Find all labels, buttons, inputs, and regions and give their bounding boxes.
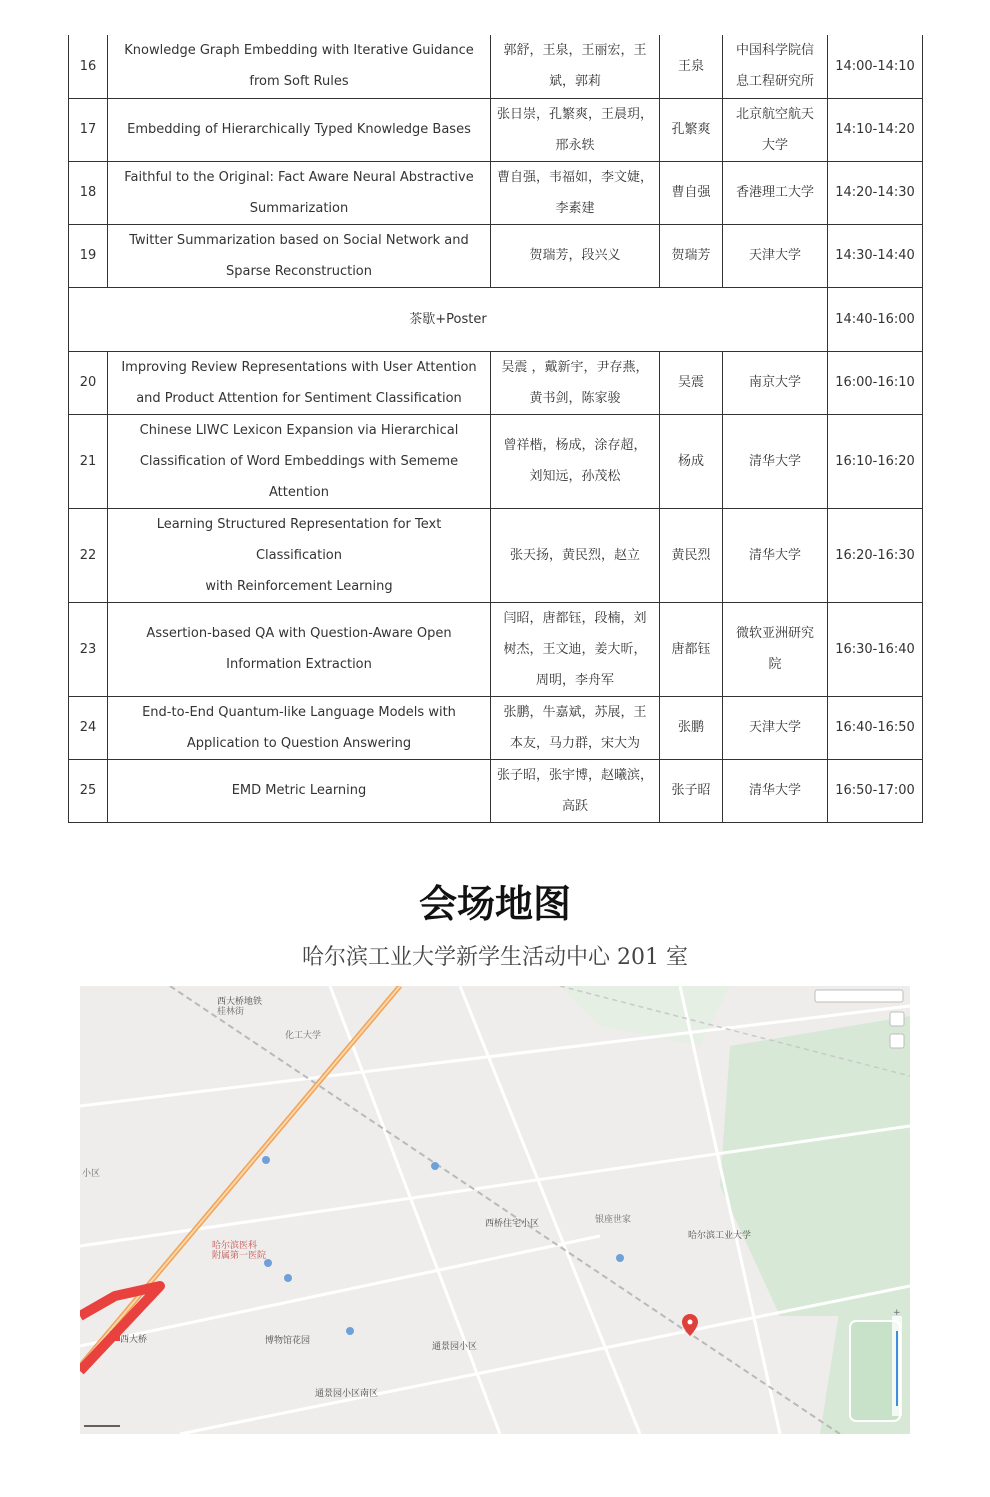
svg-text:附属第一医院: 附属第一医院 [212, 1251, 267, 1261]
table-row [69, 414, 923, 508]
paper-time: 16:10-16:20 [828, 414, 923, 508]
venue-title: 会场地图 [418, 881, 571, 926]
paper-presenter: 曹自强 [660, 161, 723, 224]
table-row [69, 35, 923, 98]
paper-affiliation-line: 息工程研究所 [735, 74, 814, 90]
paper-authors [491, 224, 660, 287]
paper-affiliation-line: 香港理工大学 [735, 185, 814, 200]
paper-affiliation-line: 中国科学院信 [735, 43, 814, 59]
paper-title-line: Application to Question Answering [186, 735, 412, 751]
paper-authors [491, 351, 660, 414]
paper-number: 17 [69, 98, 108, 161]
map-canvas [80, 986, 910, 1434]
paper-number: 22 [69, 508, 108, 602]
paper-authors [491, 414, 660, 508]
svg-text:桂林街: 桂林街 [217, 1007, 245, 1017]
paper-title [108, 224, 491, 287]
paper-affiliation-line: 北京航空航天 [735, 106, 814, 122]
paper-number: 24 [69, 696, 108, 759]
paper-affiliation [723, 98, 828, 161]
paper-affiliation [723, 602, 828, 696]
paper-authors [491, 508, 660, 602]
paper-affiliation [723, 414, 828, 508]
table-row [69, 602, 923, 696]
paper-title-line: and Product Attention for Sentiment Classification [136, 390, 462, 406]
paper-affiliation-line: 院 [768, 657, 782, 672]
paper-authors-line: 吴震 ，戴新宇，尹存燕， [501, 359, 649, 375]
paper-title [108, 696, 491, 759]
paper-authors-line: 曾祥楷，杨成，涂存超， [503, 438, 647, 453]
paper-authors [491, 98, 660, 161]
paper-authors-line: 高跃 [561, 798, 588, 814]
svg-text:+: + [893, 1308, 901, 1318]
paper-title-line: Assertion-based QA with Question-Aware Open [146, 626, 452, 641]
paper-title-line: Sparse Reconstruction [225, 263, 372, 279]
paper-presenter: 孔繁爽 [660, 98, 723, 161]
paper-authors-line: 贺瑞芳，段兴义 [529, 248, 621, 263]
paper-authors-line: 刘知远，孙茂松 [529, 469, 621, 484]
paper-authors-line: 张子昭，张宇博，赵曦滨， [497, 767, 654, 783]
table-row [69, 508, 923, 602]
paper-title-line: from Soft Rules [249, 74, 349, 90]
paper-time: 16:30-16:40 [828, 602, 923, 696]
paper-authors-line: 周明，李舟军 [535, 672, 614, 688]
schedule-table [68, 35, 923, 823]
paper-title-line: Twitter Summarization based on Social Network and [129, 232, 469, 248]
map-label-j: 西大桥 [120, 1335, 148, 1345]
paper-affiliation-line: 南京大学 [748, 375, 801, 390]
paper-time: 14:20-14:30 [828, 161, 923, 224]
paper-presenter: 黄民烈 [660, 508, 723, 602]
svg-text:化工大学: 化工大学 [285, 1031, 322, 1041]
paper-affiliation [723, 351, 828, 414]
paper-time: 16:40-16:50 [828, 696, 923, 759]
table-row [69, 161, 923, 224]
paper-time: 14:00-14:10 [828, 35, 923, 98]
paper-title-line: Attention [269, 484, 329, 500]
paper-authors [491, 759, 660, 822]
paper-authors-line: 黄书剑，陈家骏 [529, 390, 621, 406]
paper-authors [491, 696, 660, 759]
paper-affiliation-line: 天津大学 [748, 720, 801, 735]
table-row [69, 351, 923, 414]
paper-title [108, 161, 491, 224]
paper-number: 20 [69, 351, 108, 414]
paper-title-line: Summarization [249, 200, 349, 216]
paper-title-line: Chinese LIWC Lexicon Expansion via Hierarchical [139, 422, 459, 438]
paper-affiliation-line: 清华大学 [748, 783, 801, 798]
paper-title-line: Information Extraction [226, 657, 372, 672]
paper-time: 14:30-14:40 [828, 224, 923, 287]
paper-presenter: 唐都钰 [660, 602, 723, 696]
table-row [69, 224, 923, 287]
paper-authors [491, 35, 660, 98]
break-time: 14:40-16:00 [828, 287, 923, 351]
paper-number: 18 [69, 161, 108, 224]
paper-affiliation [723, 161, 828, 224]
table-row [69, 696, 923, 759]
svg-text:小区: 小区 [82, 1169, 101, 1179]
paper-title-line: with Reinforcement Learning [205, 578, 393, 594]
paper-title-line: Embedding of Hierarchically Typed Knowledge Bases [127, 122, 471, 137]
paper-presenter: 张子昭 [660, 759, 723, 822]
venue-subtitle: 哈尔滨工业大学新学生活动中心 201 室 [302, 945, 688, 970]
paper-time: 16:20-16:30 [828, 508, 923, 602]
paper-title-line: Classification of Word Embeddings with Sememe [139, 453, 459, 469]
paper-authors-line: 李素建 [555, 200, 595, 216]
paper-title-line: Faithful to the Original: Fact Aware Neural Abstractive [124, 169, 474, 185]
paper-authors-line: 闫昭，唐都钰，段楠，刘 [503, 610, 647, 626]
paper-authors-line: 张鹏，牛嘉斌，苏展，王 [503, 704, 647, 720]
paper-number: 16 [69, 35, 108, 98]
paper-authors-line: 斌，郭莉 [548, 74, 601, 90]
map-label-a: 西大桥地铁 [217, 997, 263, 1007]
paper-authors-line: 曹自强，韦福如，李文婕， [497, 169, 654, 185]
map-label-i: 通景园小区南区 [315, 1389, 379, 1399]
paper-authors-line: 郭舒，王泉，王丽宏，王 [503, 43, 647, 59]
paper-affiliation [723, 35, 828, 98]
table-row-break [69, 287, 923, 351]
paper-number: 19 [69, 224, 108, 287]
paper-title [108, 414, 491, 508]
map-label-d: 西桥住宅小区 [485, 1219, 540, 1229]
venue-map[interactable] [80, 986, 910, 1434]
paper-title [108, 759, 491, 822]
paper-authors [491, 602, 660, 696]
paper-affiliation [723, 224, 828, 287]
paper-authors-line: 张天扬，黄民烈，赵立 [509, 547, 640, 563]
table-row [69, 98, 923, 161]
paper-number: 23 [69, 602, 108, 696]
paper-time: 14:10-14:20 [828, 98, 923, 161]
svg-text:哈尔滨医科: 哈尔滨医科 [212, 1241, 258, 1251]
svg-text:银座世家: 银座世家 [595, 1215, 632, 1225]
paper-presenter: 张鹏 [660, 696, 723, 759]
paper-title [108, 508, 491, 602]
paper-title-line: EMD Metric Learning [231, 783, 367, 798]
paper-number: 21 [69, 414, 108, 508]
paper-number: 25 [69, 759, 108, 822]
paper-title [108, 351, 491, 414]
paper-authors-line: 树杰，王文迪，姜大昕， [503, 641, 647, 657]
map-label-h: 通景园小区 [432, 1342, 478, 1352]
paper-affiliation-line: 清华大学 [748, 453, 801, 469]
paper-affiliation-line: 微软亚洲研究 [735, 626, 814, 641]
paper-affiliation-line: 大学 [761, 137, 788, 153]
map-label-e: 哈尔滨工业大学 [688, 1231, 752, 1241]
paper-title [108, 35, 491, 98]
paper-affiliation [723, 759, 828, 822]
paper-title [108, 602, 491, 696]
paper-authors-line: 张日崇，孔繁爽，王晨玥， [497, 106, 654, 122]
paper-title-line: Learning Structured Representation for Text Classification [156, 516, 442, 563]
map-label-g: 博物馆花园 [265, 1336, 311, 1346]
paper-affiliation-line: 清华大学 [748, 547, 801, 563]
paper-affiliation [723, 508, 828, 602]
paper-time: 16:50-17:00 [828, 759, 923, 822]
paper-title-line: End-to-End Quantum-like Language Models with [142, 704, 456, 720]
paper-affiliation-line: 天津大学 [748, 248, 801, 263]
paper-authors-line: 本友，马力群，宋大为 [509, 735, 640, 751]
paper-time: 16:00-16:10 [828, 351, 923, 414]
paper-presenter: 贺瑞芳 [660, 224, 723, 287]
paper-title-line: Knowledge Graph Embedding with Iterative Guidance [124, 43, 474, 59]
paper-presenter: 杨成 [660, 414, 723, 508]
paper-title-line: Improving Review Representations with User Attention [121, 359, 477, 375]
paper-title [108, 98, 491, 161]
paper-affiliation [723, 696, 828, 759]
break-label: 茶歇+Poster [69, 287, 828, 351]
paper-authors [491, 161, 660, 224]
paper-presenter: 吴震 [660, 351, 723, 414]
table-row [69, 759, 923, 822]
paper-presenter: 王泉 [660, 35, 723, 98]
paper-authors-line: 邢永轶 [555, 137, 595, 153]
